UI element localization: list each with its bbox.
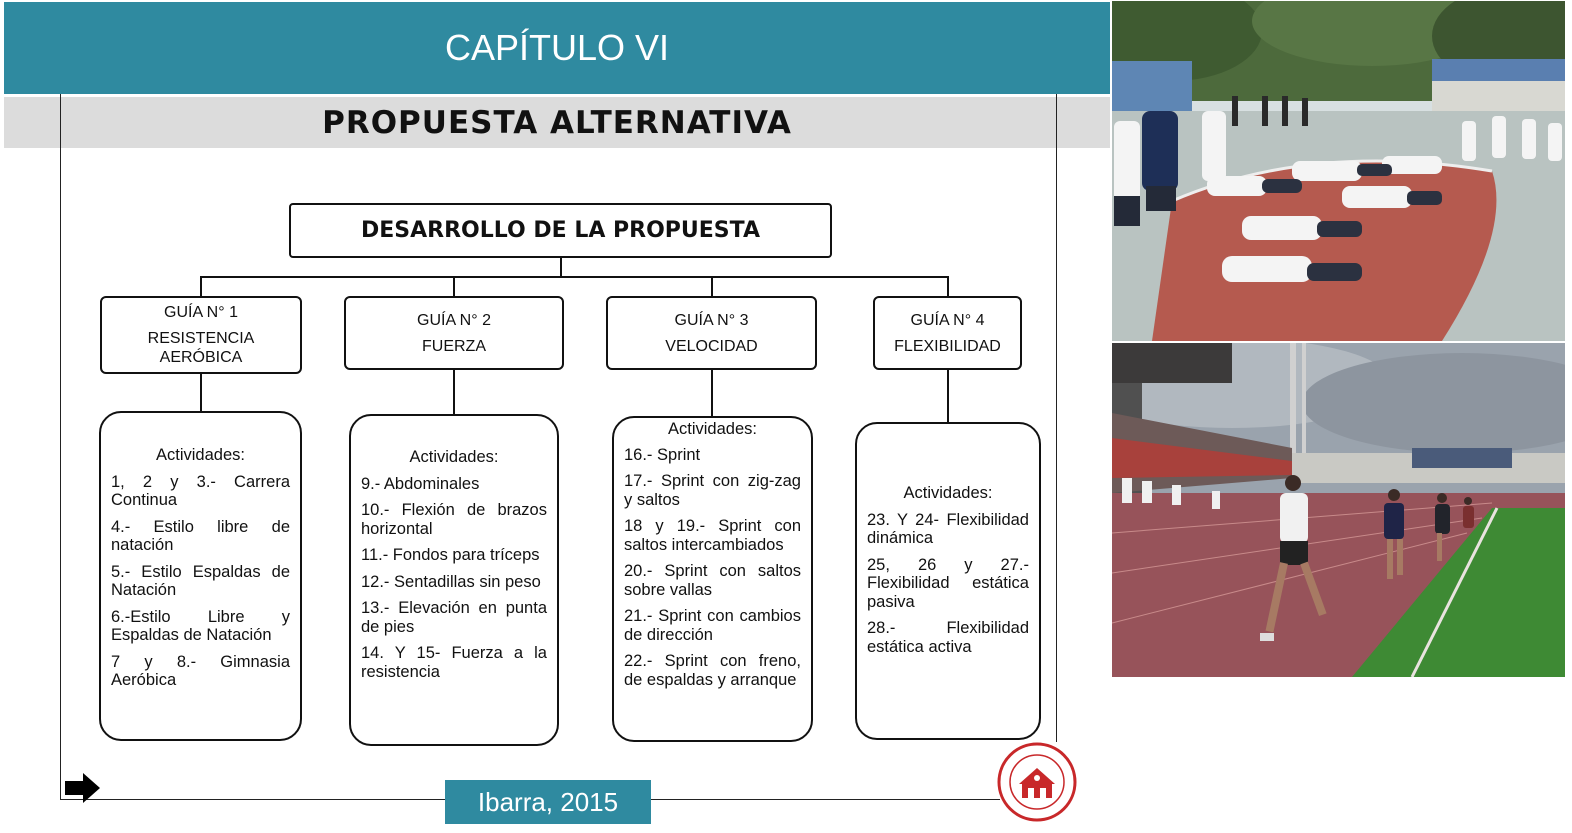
activity-item: 13.- Elevación en punta de pies xyxy=(361,599,547,636)
frame-left-line xyxy=(60,94,61,800)
root-node-label: DESARROLLO DE LA PROPUESTA xyxy=(361,218,760,243)
activity-item: 9.- Abdominales xyxy=(361,474,480,493)
activities-node-2 xyxy=(349,414,559,746)
footer-location-year xyxy=(445,780,651,824)
activity-item: 28.- Flexibilidad estática activa xyxy=(867,619,1029,656)
activity-item: 17.- Sprint con zig-zag y saltos xyxy=(624,472,801,509)
activities-1-list xyxy=(111,473,290,690)
activity-item: 22.- Sprint con freno, de espaldas y arranque xyxy=(624,652,801,689)
activity-item: 4.- Estilo libre de natación xyxy=(111,517,290,554)
connector-activities-2 xyxy=(453,370,455,415)
activity-item: 11.- Fondos para tríceps xyxy=(361,546,540,564)
guide-1-topic-line1: RESISTENCIA xyxy=(147,330,255,347)
connector-activities-1 xyxy=(200,374,202,412)
chapter-title: CAPÍTULO VI xyxy=(444,27,670,68)
activity-item: 18 y 19.- Sprint con saltos intercambiados xyxy=(624,517,801,554)
activity-item: 10.- Flexión de brazos horizontal xyxy=(361,501,547,538)
footer-text: Ibarra, 2015 xyxy=(477,786,619,817)
connector-root-down xyxy=(560,258,562,277)
activity-item: 16.- Sprint xyxy=(624,445,701,464)
connector-guide-3 xyxy=(711,276,713,297)
connector-guide-4 xyxy=(947,276,949,297)
connector-guide-2 xyxy=(453,276,455,297)
arrow-right-icon[interactable] xyxy=(63,772,101,804)
activity-item: 20.- Sprint con saltos sobre vallas xyxy=(624,562,801,599)
activities-2-list xyxy=(361,475,547,682)
activity-item: 23. Y 24- Flexibilidad dinámica xyxy=(867,510,1029,547)
activities-4-heading: Actividades: xyxy=(903,484,993,502)
university-seal-icon xyxy=(997,742,1077,822)
guide-node-1 xyxy=(100,296,302,374)
activity-item: 12.- Sentadillas sin peso xyxy=(361,572,541,591)
connector-horizontal xyxy=(200,276,949,278)
activities-3-list xyxy=(624,446,801,690)
activity-item: 6.-Estilo Libre y Espaldas de Natación xyxy=(111,607,290,644)
subtitle-band xyxy=(4,97,1110,148)
chapter-banner xyxy=(4,2,1110,94)
connector-activities-3 xyxy=(711,370,713,417)
activities-node-1 xyxy=(99,411,302,741)
root-node xyxy=(289,203,832,258)
slide-subtitle: PROPUESTA ALTERNATIVA xyxy=(322,104,792,141)
activity-item: 1, 2 y 3.- Carrera Continua xyxy=(111,472,290,509)
activity-item: 25, 26 y 27.- Flexibilidad estática pasiva xyxy=(867,555,1029,611)
guide-1-topic-line2: AERÓBICA xyxy=(159,349,243,366)
activities-3-heading: Actividades: xyxy=(668,420,757,438)
guide-3-number: GUÍA N° 3 xyxy=(674,311,749,329)
guide-node-3 xyxy=(606,296,817,370)
activity-item: 5.- Estilo Espaldas de Natación xyxy=(111,562,290,599)
activities-node-3 xyxy=(612,416,813,742)
guide-1-number: GUÍA N° 1 xyxy=(164,304,238,321)
photo-runners-track xyxy=(1112,343,1565,677)
activity-item: 14. Y 15- Fuerza a la resistencia xyxy=(361,644,547,681)
guide-node-4 xyxy=(873,296,1022,370)
activities-4-list xyxy=(867,511,1029,657)
connector-guide-1 xyxy=(200,276,202,297)
connector-activities-4 xyxy=(947,370,949,423)
activities-1-heading: Actividades: xyxy=(156,446,245,464)
guide-3-topic: VELOCIDAD xyxy=(665,337,758,355)
photo-students-exercising xyxy=(1112,1,1565,341)
activities-node-4 xyxy=(855,422,1041,740)
guide-2-number: GUÍA N° 2 xyxy=(417,311,491,329)
activity-item: 7 y 8.- Gimnasia Aeróbica xyxy=(111,652,290,689)
guide-4-number: GUÍA N° 4 xyxy=(910,311,985,329)
guide-4-topic: FLEXIBILIDAD xyxy=(894,337,1001,355)
activities-2-heading: Actividades: xyxy=(409,448,499,466)
frame-right-line xyxy=(1056,94,1057,742)
activity-item: 21.- Sprint con cambios de dirección xyxy=(624,607,801,644)
guide-2-topic: FUERZA xyxy=(422,337,486,355)
guide-node-2 xyxy=(344,296,564,370)
